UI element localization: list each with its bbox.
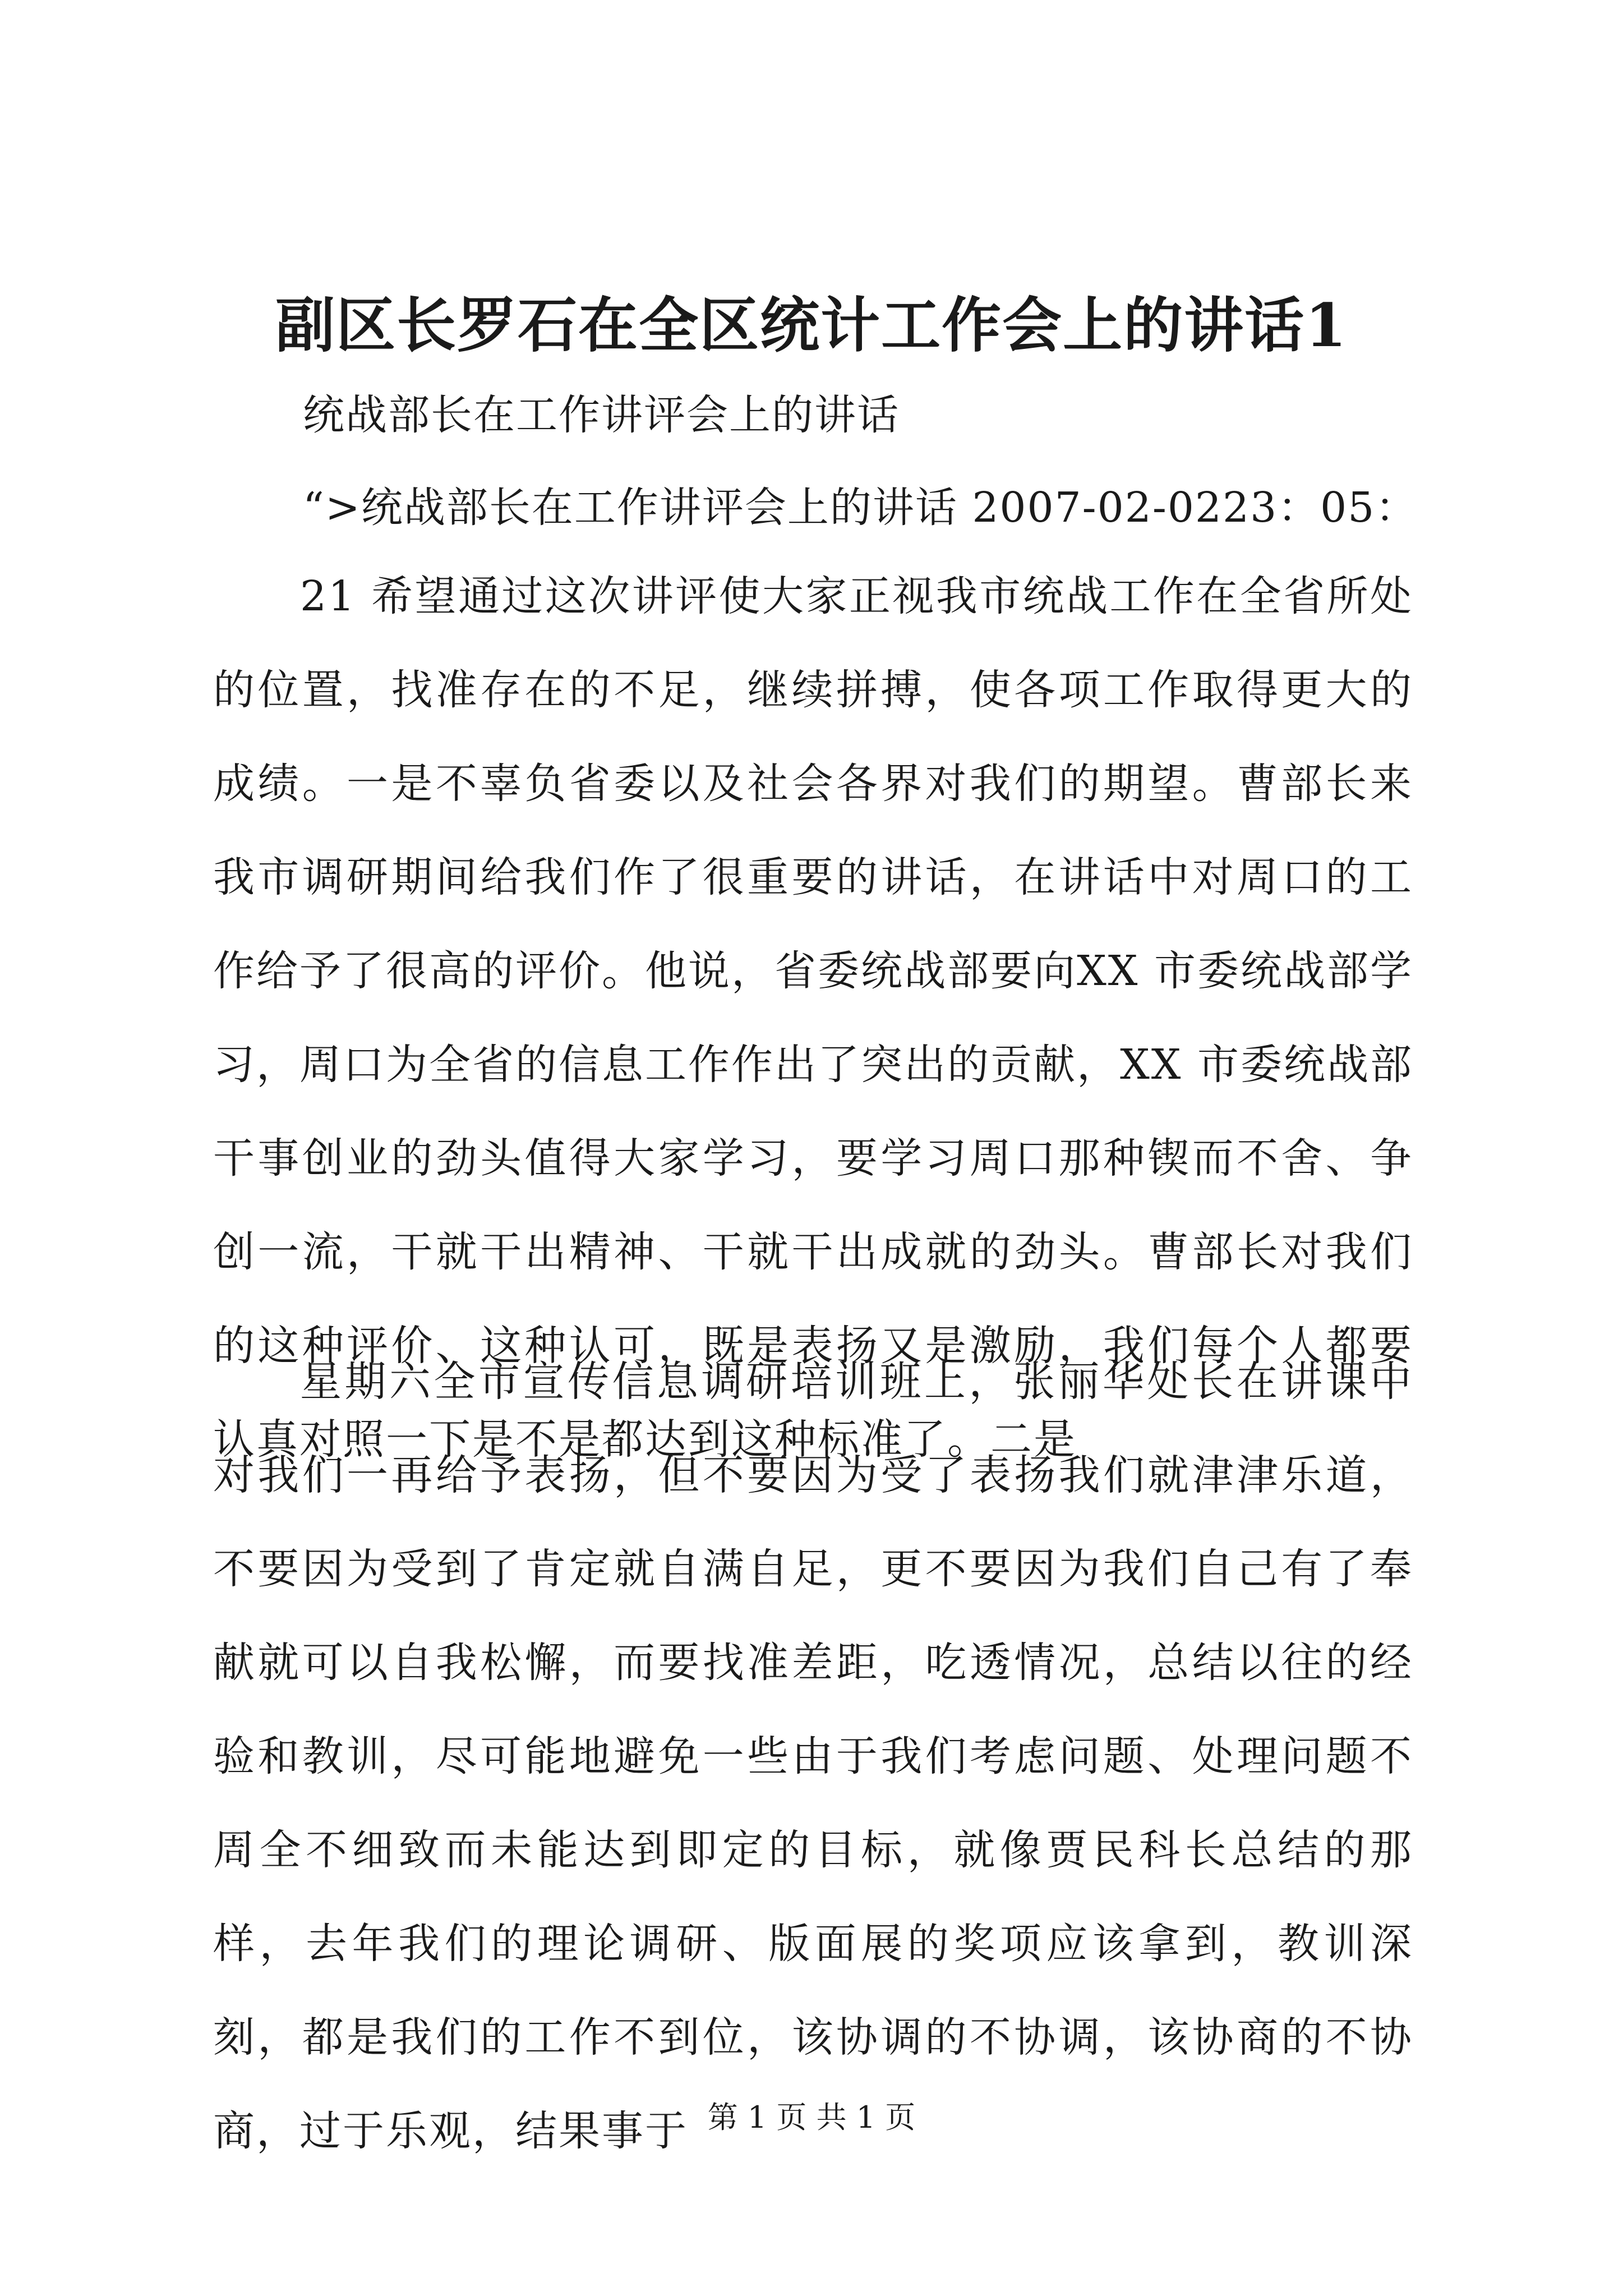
document-dateline: “>统战部长在工作讲评会上的讲话 2007-02-0223：05： <box>303 484 1418 532</box>
body-paragraph-1: 21 希望通过这次讲评使大家正视我市统战工作在全省所处的位置，找准存在的不足，继续拼搏，使各项工作取得更大的成绩。一是不辜负省委以及社会各界对我们的期望。曹部长来我市调研期间给我们作了很重要的讲话，在讲话中对周口的工作给予了很高的评价。他说，省委统战部要向XX 市委统战部学习，周口为全省的信息工作作出了突出的贡献，XX 市委统战部干事创业的劲头值得大家学习，要学习周口那种锲而不舍、争创一流，干就干出精神、干就干出成就的劲头。曹部长对我们的这种评价、这种认可，既是表扬又是激励，我们每个人都要认真对照一下是不是都达到这种标准了。二是 <box>213 572 1413 1464</box>
page-footer: 第 1 页 共 1 页 <box>707 2100 916 2135</box>
body-paragraph-2: 星期六全市宣传信息调研培训班上，张丽华处长在讲课中对我们一再给予表扬，但不要因为受了表扬我们就津津乐道，不要因为受到了肯定就自满自足，更不要因为我们自己有了奉献就可以自我松懈，而要找准差距，吃透情况，总结以往的经验和教训，尽可能地避免一些由于我们考虑问题、处理问题不周全不细致而未能达到即定的目标，就像贾民科长总结的那样，去年我们的理论调研、版面展的奖项应该拿到，教训深刻，都是我们的工作不到位，该协调的不协调，该协商的不协商，过于乐观，结果事于 <box>213 1358 1413 2155</box>
document-subtitle: 统战部长在工作讲评会上的讲话 <box>303 391 900 439</box>
document-title: 副区长罗石在全区统计工作会上的讲话1 <box>275 290 1348 360</box>
